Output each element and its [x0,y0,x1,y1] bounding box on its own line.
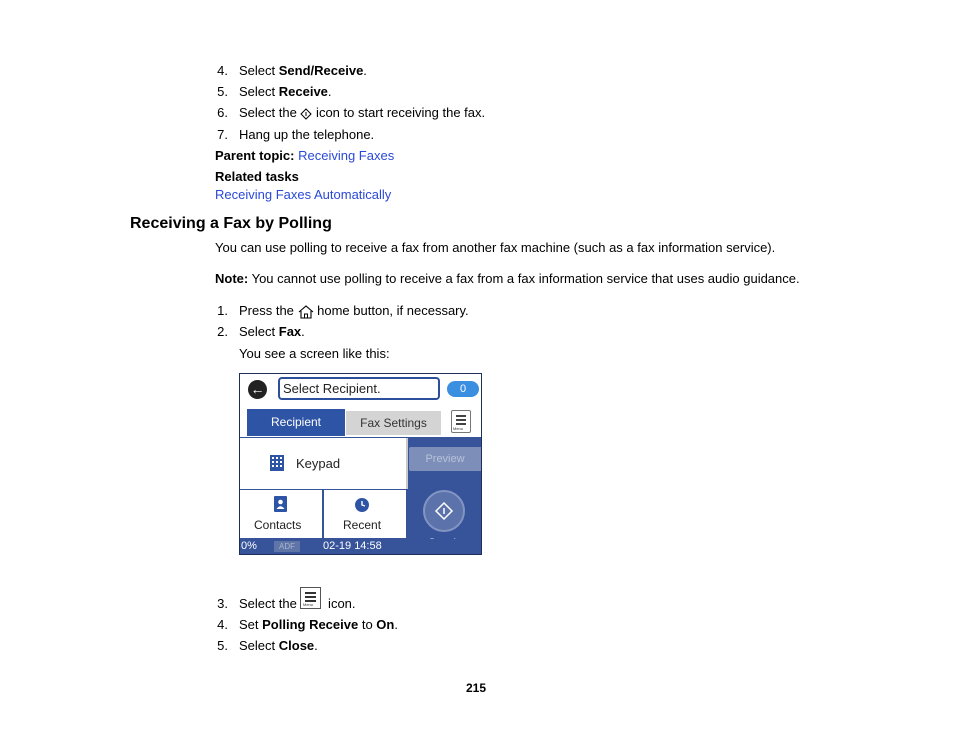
related-task-link[interactable]: Receiving Faxes Automatically [215,187,392,202]
related-tasks-label: Related tasks [215,169,299,184]
keypad-button[interactable] [240,438,408,489]
recent-clock-icon [354,497,370,513]
recent-button[interactable] [324,490,406,538]
keypad-icon [270,455,284,471]
status-datetime: 02-19 14:58 [323,540,382,552]
status-bar [240,539,481,554]
step-number: 1. [217,303,228,318]
step-number: 7. [217,127,228,142]
step-number: 2. [217,324,228,339]
step-number: 4. [217,63,228,78]
contacts-button[interactable] [240,490,322,538]
menu-icon: Menu [300,587,321,609]
menu-icon[interactable] [451,410,471,433]
screen-tab-row [240,407,481,437]
preview-button[interactable]: Preview [409,447,481,471]
adf-indicator: ADF [274,541,300,552]
contacts-icon [274,496,287,512]
section-heading: Receiving a Fax by Polling [130,215,332,232]
screen-top-bar [240,374,481,407]
step-text: Select Send/Receive. [239,63,367,78]
recipient-field[interactable]: Select Recipient. [278,377,440,400]
step-number: 5. [217,638,228,653]
step-text: Hang up the telephone. [239,127,375,142]
page-number: 215 [466,681,487,695]
parent-topic-link[interactable]: Receiving Faxes [298,148,395,163]
back-arrow-icon[interactable]: ← [248,380,267,399]
parent-topic: Parent topic: Receiving Faxes [215,148,395,163]
fax-screen-image [239,373,482,555]
step-text: Select Receive. [239,84,332,99]
step-number: 3. [217,596,228,611]
contacts-label: Contacts [254,518,302,532]
tab-recipient[interactable]: Recipient [247,409,345,436]
step-number: 4. [217,617,228,632]
send-button[interactable] [423,490,465,532]
status-percent: 0% [241,540,257,552]
home-icon [298,305,314,319]
recipient-count-badge: 0 [447,381,479,397]
tab-fax-settings[interactable]: Fax Settings [346,411,441,435]
step-text: Press the home button, if necessary. [239,303,469,318]
step-number: 5. [217,84,228,99]
screen-caption: You see a screen like this: [239,346,390,361]
step-text: Select Fax. [239,324,305,339]
step-text: Select the icon to start receiving the fax. [239,105,486,120]
menu-icon-label: Menu [453,426,464,431]
step-text: Select the icon. [239,596,356,611]
keypad-label: Keypad [296,456,341,471]
step-text: Set Polling Receive to On. [239,617,398,632]
intro-text: You can use polling to receive a fax from another fax machine (such as a fax information service). [215,240,776,255]
step-number: 6. [217,105,228,120]
recent-label: Recent [343,518,382,532]
start-diamond-icon [433,500,455,522]
start-diamond-icon [300,108,312,120]
step-text: Select Close. [239,638,318,653]
note: Note: You cannot use polling to receive a fax from a fax information service that uses audio guidance. [215,271,800,286]
